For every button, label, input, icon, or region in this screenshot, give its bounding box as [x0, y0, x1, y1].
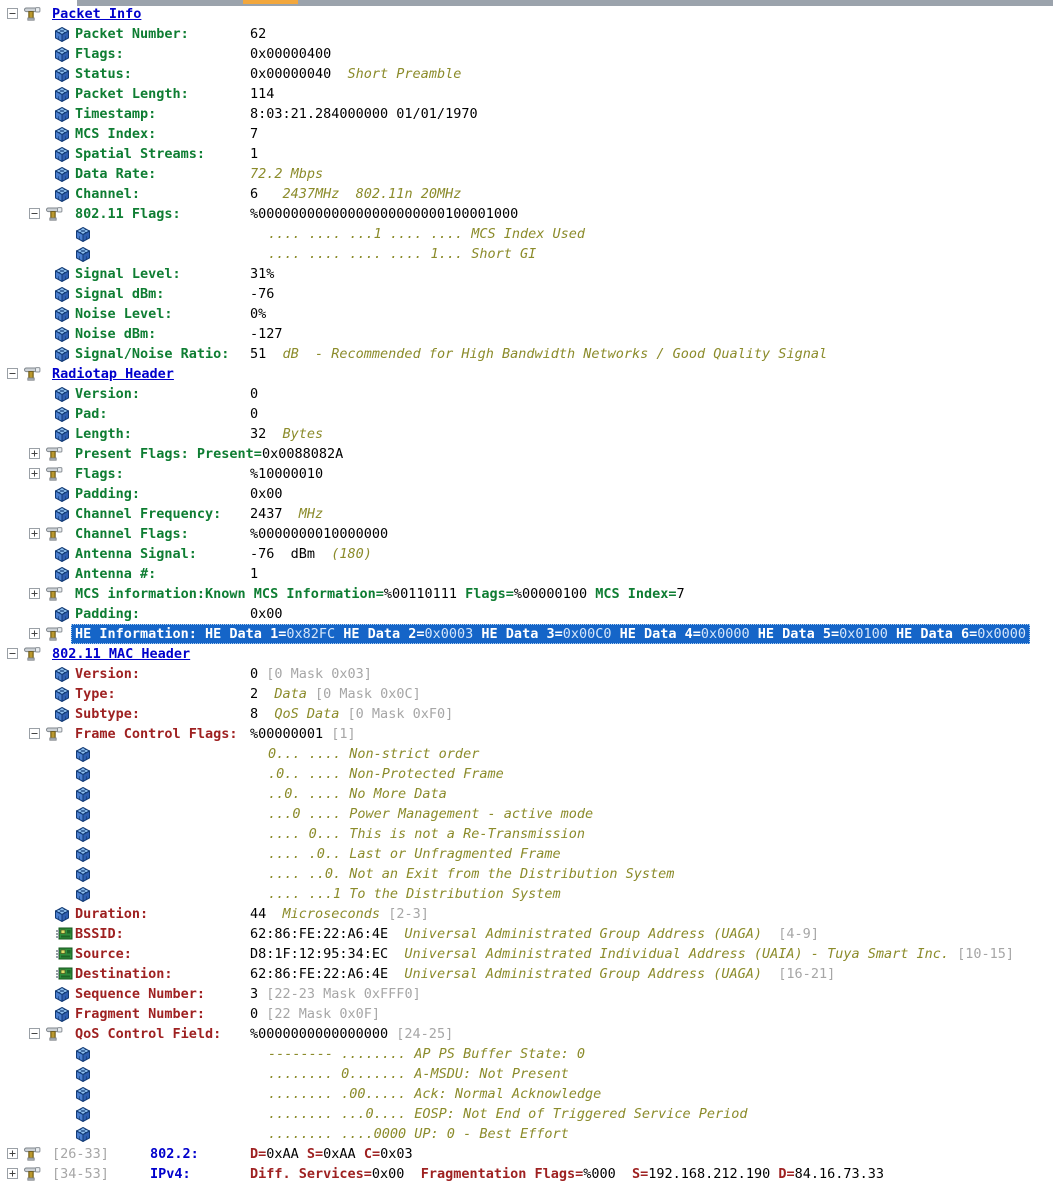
cube-icon: [76, 1087, 90, 1103]
text-segment: [1]: [323, 726, 356, 742]
text-segment: .... ..0. Not an Exit from the Distribution System: [268, 866, 675, 882]
text-segment: 0x03: [380, 1146, 413, 1162]
text-segment: 62:86:FE:22:A6:4E: [250, 966, 389, 982]
text-segment: %10000010: [250, 466, 324, 482]
selected-row-highlight: [71, 624, 1030, 644]
text-segment: .... .... ...1 .... .... MCS Index Used: [268, 226, 585, 242]
tree-row-rt-antenna-number[interactable]: [0, 564, 1053, 584]
section-icon: [23, 7, 43, 23]
text-segment: ........ ...0.... EOSP: Not End of Triggered Service Period: [268, 1106, 748, 1122]
tree-row-destination[interactable]: [0, 964, 1053, 984]
cube-icon: [55, 167, 69, 183]
tree-row-noise-dbm[interactable]: [0, 324, 1053, 344]
cube-icon: [76, 847, 90, 863]
text-segment: QoS Data: [258, 706, 340, 722]
collapse-toggle[interactable]: [29, 728, 40, 744]
text-segment: %00000100: [513, 586, 588, 602]
text-segment: Universal Administrated Group Address (UAGA): [388, 966, 763, 982]
text-segment: Type:: [75, 686, 116, 702]
tree-row-bit-up[interactable]: [0, 1124, 1053, 1144]
cube-icon: [76, 1107, 90, 1123]
text-segment: Radiotap Header: [52, 366, 174, 382]
tree-row-rt-he-information[interactable]: [0, 624, 1053, 644]
text-segment: 3: [250, 986, 259, 1002]
tree-row-rt-padding[interactable]: [0, 484, 1053, 504]
text-segment: [22 Mask 0x0F]: [258, 1006, 381, 1022]
text-segment: Bytes: [266, 426, 324, 442]
text-segment: IPv4:: [150, 1166, 191, 1182]
nic-icon: [55, 947, 73, 963]
cube-icon: [55, 547, 69, 563]
text-segment: .... ...1 To the Distribution System: [268, 886, 561, 902]
text-segment: 802.11 MAC Header: [52, 646, 191, 662]
text-segment: .... 0... This is not a Re-Transmission: [268, 826, 585, 842]
text-segment: 802.2:: [150, 1146, 199, 1162]
tree-row-bit-mcs-index-used[interactable]: [0, 224, 1053, 244]
text-segment: Antenna Signal:: [75, 546, 197, 562]
tree-row-rt-antenna-signal[interactable]: [0, 544, 1053, 564]
text-segment: Signal dBm:: [75, 286, 165, 302]
text-segment: QoS Control Field:: [75, 1026, 222, 1042]
expand-toggle[interactable]: [29, 468, 40, 484]
cube-icon: [55, 667, 69, 683]
text-segment: 2437: [250, 506, 283, 522]
text-segment: Flags=: [457, 586, 514, 602]
cube-icon: [55, 347, 69, 363]
text-segment: Fragmentation Flags=: [404, 1166, 584, 1182]
text-segment: Pad:: [75, 406, 108, 422]
text-segment: Data: [258, 686, 307, 702]
nic-icon: [55, 927, 73, 943]
cube-icon: [76, 247, 90, 263]
text-segment: HE Data 6=: [887, 626, 978, 642]
tree-row-rt-channel-frequency[interactable]: [0, 504, 1053, 524]
section-icon: [23, 1147, 43, 1163]
tree-row-qos-control-field[interactable]: [0, 1024, 1053, 1044]
text-segment: Universal Administrated Group Address (UAGA): [388, 926, 763, 942]
collapse-toggle[interactable]: [7, 8, 18, 24]
text-segment: HE Data 5=: [749, 626, 840, 642]
tree-row-rt-length[interactable]: [0, 424, 1053, 444]
tree-row-mcs-index[interactable]: [0, 124, 1053, 144]
text-segment: Padding:: [75, 606, 141, 622]
cube-icon: [55, 307, 69, 323]
tree-row-8022[interactable]: [0, 1144, 1053, 1164]
text-segment: Sequence Number:: [75, 986, 206, 1002]
text-segment: -76 dBm: [250, 546, 316, 562]
tree-row-spatial-streams[interactable]: [0, 144, 1053, 164]
text-segment: Diff. Services=: [250, 1166, 372, 1182]
cube-icon: [76, 807, 90, 823]
text-segment: Version:: [75, 666, 141, 682]
cube-icon: [55, 147, 69, 163]
text-segment: 72.2 Mbps: [250, 166, 324, 182]
text-segment: Universal Administrated Individual Address (UAIA) - Tuya Smart Inc.: [388, 946, 949, 962]
tree-row-channel[interactable]: [0, 184, 1053, 204]
section-icon: [23, 1167, 43, 1183]
text-segment: [0 Mask 0xF0]: [339, 706, 454, 722]
text-segment: Padding:: [75, 486, 141, 502]
text-segment: Noise Level:: [75, 306, 173, 322]
tree-row-bit-ack[interactable]: [0, 1084, 1053, 1104]
text-segment: Timestamp:: [75, 106, 157, 122]
text-segment: 0x0000: [700, 626, 750, 642]
tree-row-bit-eosp[interactable]: [0, 1104, 1053, 1124]
tree-row-rt-version[interactable]: [0, 384, 1053, 404]
text-segment: Status:: [75, 66, 132, 82]
text-segment: %00000000000000000000000100001000: [250, 206, 519, 222]
text-segment: 62:86:FE:22:A6:4E: [250, 926, 389, 942]
tree-row-duration[interactable]: [0, 904, 1053, 924]
cube-icon: [76, 1067, 90, 1083]
cube-icon: [55, 687, 69, 703]
text-segment: 1: [250, 146, 259, 162]
tree-row-packet-info[interactable]: [0, 4, 1053, 24]
cube-icon: [55, 287, 69, 303]
text-segment: Subtype:: [75, 706, 141, 722]
tree-row-80211-mac-header[interactable]: [0, 644, 1053, 664]
tree-row-bit-to-ds[interactable]: [0, 884, 1053, 904]
cube-icon: [55, 987, 69, 1003]
text-segment: 0x00000040: [250, 66, 332, 82]
text-segment: Length:: [75, 426, 132, 442]
text-segment: 1: [250, 566, 259, 582]
nic-icon: [55, 967, 73, 983]
text-segment: 802.11 Flags:: [75, 206, 181, 222]
tree-row-signal-dbm[interactable]: [0, 284, 1053, 304]
tree-row-mac-type[interactable]: [0, 684, 1053, 704]
text-segment: 0x0088082A: [261, 446, 344, 462]
text-segment: MCS Index=: [587, 586, 677, 602]
text-segment: 0... .... Non-strict order: [268, 746, 480, 762]
text-segment: Microseconds: [266, 906, 381, 922]
text-segment: [16-21]: [762, 966, 836, 982]
text-segment: Data Rate:: [75, 166, 157, 182]
expand-toggle[interactable]: [29, 528, 40, 544]
tree-row-rt-mcs-information[interactable]: [0, 584, 1053, 604]
cube-icon: [76, 1047, 90, 1063]
tree-row-bit-no-more-data[interactable]: [0, 784, 1053, 804]
text-segment: [10-15]: [948, 946, 1015, 962]
text-segment: ..0. .... No More Data: [268, 786, 447, 802]
section-icon: [45, 467, 65, 483]
text-segment: 32: [250, 426, 267, 442]
collapse-toggle[interactable]: [29, 208, 40, 224]
text-segment: %0000000010000000: [250, 526, 389, 542]
text-segment: Noise dBm:: [75, 326, 157, 342]
text-segment: Fragment Number:: [75, 1006, 206, 1022]
tree-row-status[interactable]: [0, 64, 1053, 84]
text-segment: 8: [250, 706, 259, 722]
text-segment: .... .... .... .... 1... Short GI: [268, 246, 537, 262]
expand-toggle[interactable]: [7, 1168, 18, 1184]
cube-icon: [55, 127, 69, 143]
tree-row-packet-number[interactable]: [0, 24, 1053, 44]
section-icon: [45, 1027, 65, 1043]
tree-row-80211-flags[interactable]: [0, 204, 1053, 224]
text-segment: [0 Mask 0x03]: [258, 666, 372, 682]
cube-icon: [55, 187, 69, 203]
text-segment: 0: [250, 386, 259, 402]
tree-row-rt-present-flags[interactable]: [0, 444, 1053, 464]
text-segment: Packet Number:: [75, 26, 189, 42]
tree-row-data-rate[interactable]: [0, 164, 1053, 184]
cube-icon: [76, 867, 90, 883]
text-segment: Source:: [75, 946, 132, 962]
section-icon: [45, 587, 65, 603]
cube-icon: [55, 407, 69, 423]
text-segment: Signal Level:: [75, 266, 181, 282]
text-segment: Duration:: [75, 906, 149, 922]
cube-icon: [76, 767, 90, 783]
text-segment: %000: [583, 1166, 616, 1182]
collapse-toggle[interactable]: [29, 1028, 40, 1044]
tree-row-bit-fragment[interactable]: [0, 844, 1053, 864]
tree-row-frame-control-flags[interactable]: [0, 724, 1053, 744]
tree-row-bit-from-ds[interactable]: [0, 864, 1053, 884]
section-icon: [45, 527, 65, 543]
text-segment: Flags:: [75, 46, 124, 62]
text-segment: HE Data 4=: [611, 626, 701, 642]
expand-toggle[interactable]: [29, 628, 40, 644]
expand-toggle[interactable]: [29, 448, 40, 464]
tree-row-timestamp[interactable]: [0, 104, 1053, 124]
text-segment: 62: [250, 26, 267, 42]
text-segment: ........ .00..... Ack: Normal Acknowledge: [268, 1086, 602, 1102]
cube-icon: [55, 27, 69, 43]
text-segment: [22-23 Mask 0xFFF0]: [258, 986, 421, 1002]
cube-icon: [55, 707, 69, 723]
text-segment: .0.. .... Non-Protected Frame: [268, 766, 504, 782]
section-icon: [45, 727, 65, 743]
text-segment: 0%: [250, 306, 267, 322]
text-segment: Channel Frequency:: [75, 506, 222, 522]
tree-row-sequence-number[interactable]: [0, 984, 1053, 1004]
text-segment: 8:03:21.284000000 01/01/1970: [250, 106, 478, 122]
cube-icon: [55, 107, 69, 123]
text-segment: 6: [250, 186, 259, 202]
tree-row-radiotap-header[interactable]: [0, 364, 1053, 384]
cube-icon: [76, 887, 90, 903]
text-segment: C=: [355, 1146, 381, 1162]
tree-row-bit-retransmission[interactable]: [0, 824, 1053, 844]
cube-icon: [55, 507, 69, 523]
text-segment: Antenna #:: [75, 566, 157, 582]
cube-icon: [55, 487, 69, 503]
expand-toggle[interactable]: [29, 588, 40, 604]
cube-icon: [55, 567, 69, 583]
text-segment: 44: [250, 906, 267, 922]
text-segment: -127: [250, 326, 283, 342]
tree-row-fragment-number[interactable]: [0, 1004, 1053, 1024]
text-segment: MCS information:Known MCS Information=: [75, 586, 384, 602]
tree-row-rt-pad[interactable]: [0, 404, 1053, 424]
text-segment: 114: [250, 86, 275, 102]
text-segment: D8:1F:12:95:34:EC: [250, 946, 389, 962]
cube-icon: [55, 387, 69, 403]
text-segment: 0x00: [250, 486, 283, 502]
text-segment: Channel Flags:: [75, 526, 189, 542]
tree-row-bit-non-protected-frame[interactable]: [0, 764, 1053, 784]
text-segment: D=: [770, 1166, 795, 1182]
section-icon: [23, 647, 43, 663]
decode-tree: [0, 4, 1053, 1184]
tree-row-bit-short-gi[interactable]: [0, 244, 1053, 264]
text-segment: 2: [250, 686, 259, 702]
text-segment: 0x00: [371, 1166, 405, 1182]
text-segment: 0x0100: [839, 626, 888, 642]
tree-row-mac-version[interactable]: [0, 664, 1053, 684]
cube-icon: [55, 607, 69, 623]
cube-icon: [55, 907, 69, 923]
text-segment: 7: [676, 586, 685, 602]
cube-icon: [55, 1007, 69, 1023]
text-segment: [34-53]: [52, 1166, 109, 1182]
text-segment: 0: [250, 666, 259, 682]
text-segment: .... .0.. Last or Unfragmented Frame: [268, 846, 561, 862]
tree-row-signal-level[interactable]: [0, 264, 1053, 284]
cube-icon: [76, 787, 90, 803]
section-icon: [23, 367, 43, 383]
text-segment: 0xAA: [323, 1146, 356, 1162]
text-segment: ...0 .... Power Management - active mode: [268, 806, 594, 822]
collapse-toggle[interactable]: [7, 648, 18, 664]
tree-row-mac-subtype[interactable]: [0, 704, 1053, 724]
text-segment: 51: [250, 346, 267, 362]
section-icon: [45, 207, 65, 223]
cube-icon: [76, 747, 90, 763]
text-segment: MHz: [282, 506, 324, 522]
text-segment: dB - Recommended for High Bandwidth Networks / Good Quality Signal: [266, 346, 828, 362]
text-segment: S=: [615, 1166, 649, 1182]
tree-row-rt-padding-2[interactable]: [0, 604, 1053, 624]
text-segment: 0x0000: [977, 626, 1027, 642]
text-segment: S=: [298, 1146, 324, 1162]
tree-row-bit-non-strict-order[interactable]: [0, 744, 1053, 764]
cube-icon: [76, 227, 90, 243]
text-segment: 0x0003: [424, 626, 474, 642]
text-segment: BSSID:: [75, 926, 124, 942]
tree-row-bit-power-management[interactable]: [0, 804, 1053, 824]
cube-icon: [55, 67, 69, 83]
tree-row-source[interactable]: [0, 944, 1053, 964]
text-segment: MCS Index:: [75, 126, 157, 142]
text-segment: Short Preamble: [331, 66, 462, 82]
text-segment: 7: [250, 126, 259, 142]
tree-row-packet-length[interactable]: [0, 84, 1053, 104]
cube-icon: [55, 327, 69, 343]
cube-icon: [76, 1127, 90, 1143]
cube-icon: [55, 47, 69, 63]
text-segment: 0x00: [250, 606, 283, 622]
text-segment: 2437MHz 802.11n 20MHz: [258, 186, 462, 202]
text-segment: Packet Length:: [75, 86, 189, 102]
tree-row-flags[interactable]: [0, 44, 1053, 64]
cube-icon: [55, 87, 69, 103]
text-segment: 0: [250, 406, 259, 422]
text-segment: %00110111: [383, 586, 458, 602]
text-segment: Present Flags: Present=: [75, 446, 262, 462]
text-segment: Destination:: [75, 966, 173, 982]
cube-icon: [76, 827, 90, 843]
text-segment: (180): [315, 546, 372, 562]
tree-row-signal-noise-ratio[interactable]: [0, 344, 1053, 364]
collapse-toggle[interactable]: [7, 368, 18, 384]
text-segment: [0 Mask 0x0C]: [306, 686, 421, 702]
text-segment: -------- ........ AP PS Buffer State: 0: [268, 1046, 585, 1062]
text-segment: 0x00000400: [250, 46, 332, 62]
text-segment: [4-9]: [762, 926, 819, 942]
text-segment: Flags:: [75, 466, 124, 482]
text-segment: Channel:: [75, 186, 141, 202]
tree-row-rt-channel-flags[interactable]: [0, 524, 1053, 544]
text-segment: Packet Info: [52, 6, 142, 22]
text-segment: 31%: [250, 266, 275, 282]
tree-row-ipv4[interactable]: [0, 1164, 1053, 1184]
cube-icon: [55, 427, 69, 443]
tree-row-bit-ap-ps-buffer[interactable]: [0, 1044, 1053, 1064]
tree-row-bit-amsdu[interactable]: [0, 1064, 1053, 1084]
section-icon: [45, 447, 65, 463]
text-segment: HE Data 2=: [335, 626, 425, 642]
text-segment: 84.16.73.33: [794, 1166, 884, 1182]
text-segment: 192.168.212.190: [648, 1166, 771, 1182]
text-segment: Signal/Noise Ratio:: [75, 346, 230, 362]
expand-toggle[interactable]: [7, 1148, 18, 1164]
text-segment: HE Data 3=: [473, 626, 563, 642]
text-segment: Version:: [75, 386, 141, 402]
text-segment: %00000001: [250, 726, 324, 742]
cube-icon: [55, 267, 69, 283]
tree-row-rt-flags[interactable]: [0, 464, 1053, 484]
text-segment: D=: [250, 1146, 267, 1162]
text-segment: 0x82FC: [286, 626, 336, 642]
text-segment: Spatial Streams:: [75, 146, 206, 162]
text-segment: 0: [250, 1006, 259, 1022]
section-icon: [45, 627, 65, 643]
text-segment: 0xAA: [266, 1146, 299, 1162]
text-segment: ........ 0....... A-MSDU: Not Present: [268, 1066, 569, 1082]
text-segment: -76: [250, 286, 275, 302]
tree-row-noise-level[interactable]: [0, 304, 1053, 324]
text-segment: HE Information: HE Data 1=: [75, 626, 287, 642]
text-segment: [24-25]: [388, 1026, 454, 1042]
text-segment: %0000000000000000: [250, 1026, 389, 1042]
text-segment: Frame Control Flags:: [75, 726, 238, 742]
text-segment: [26-33]: [52, 1146, 109, 1162]
text-segment: ........ ....0000 UP: 0 - Best Effort: [268, 1126, 569, 1142]
tree-row-bssid[interactable]: [0, 924, 1053, 944]
text-segment: 0x00C0: [562, 626, 612, 642]
text-segment: [2-3]: [380, 906, 429, 922]
